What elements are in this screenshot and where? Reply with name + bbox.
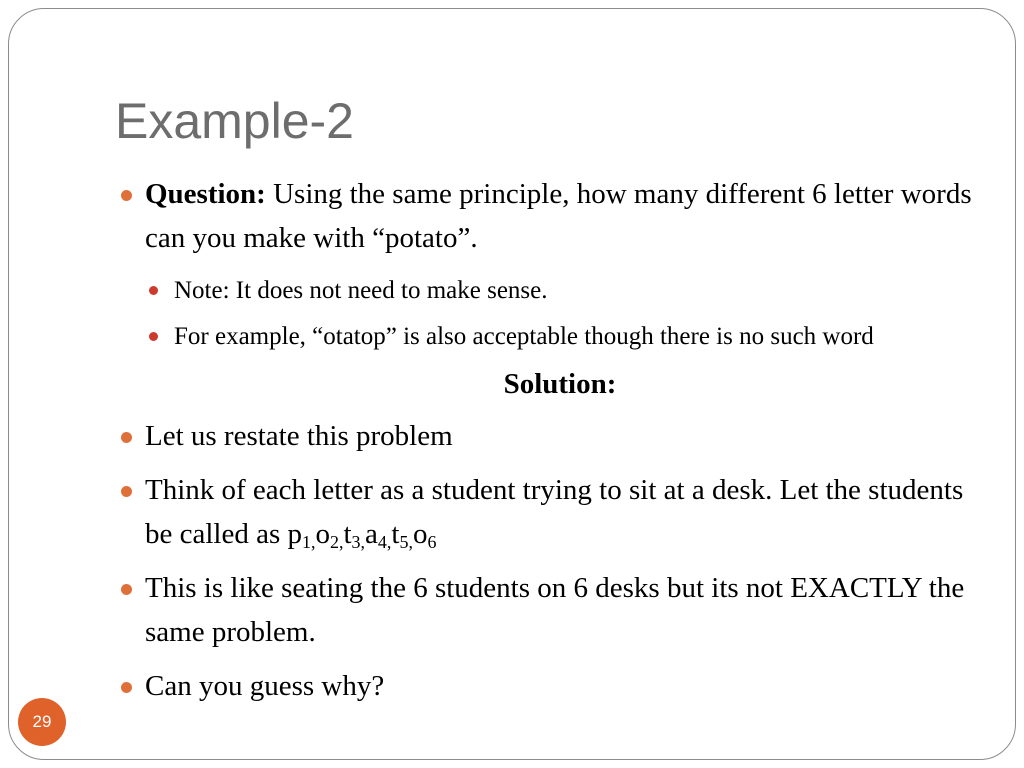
student-o6: $o_6$	[412, 518, 437, 553]
student-t3: $t_{3,}$	[343, 518, 366, 553]
example-sub-bullet: For example, “otatop” is also acceptable though there is no such word	[145, 316, 975, 357]
slide-content	[115, 172, 975, 718]
student-p1: $p_{1,}$	[287, 518, 316, 553]
page-number-badge: 29	[18, 698, 66, 746]
slide	[8, 8, 1016, 760]
seating-bullet: This is like seating the 6 students on 6 desks but its not EXACTLY the same problem.	[115, 566, 975, 654]
student-t5: $t_{5,}$	[391, 518, 413, 553]
student-o2: $o_{2,}$	[315, 518, 344, 553]
think-text: Think of each letter as a student trying to sit at a desk. Let the students be called as	[145, 474, 964, 550]
student-a4: $a_{4,}$	[365, 518, 392, 553]
guess-bullet: Can you guess why?	[115, 664, 975, 708]
question-bullet	[115, 172, 975, 260]
solution-heading: Solution:	[503, 368, 617, 400]
restate-bullet: Let us restate this problem	[115, 414, 975, 458]
question-label: Question:	[145, 178, 266, 210]
question-text: Using the same principle, how many different 6 letter words can you make with “potato”.	[145, 178, 972, 254]
slide-title: Example-2	[115, 93, 354, 149]
note-sub-bullet: Note: It does not need to make sense.	[145, 270, 975, 311]
think-bullet	[115, 468, 975, 556]
